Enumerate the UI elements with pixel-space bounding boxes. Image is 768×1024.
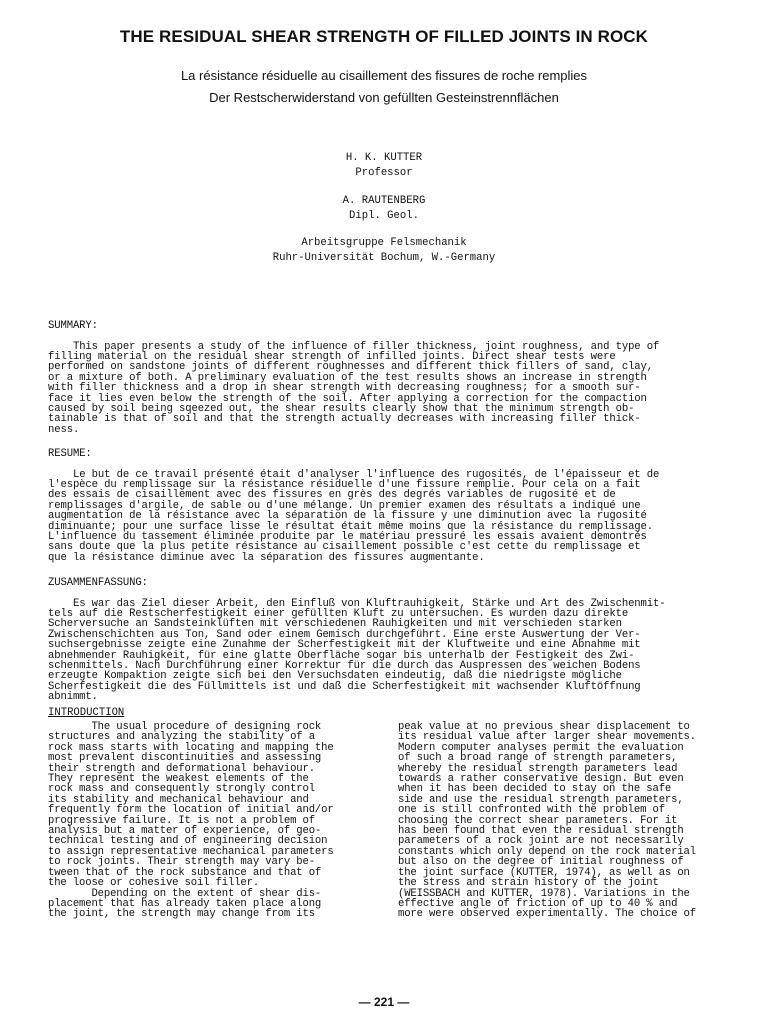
- resume-heading: RESUME:: [48, 447, 92, 460]
- summary-heading: SUMMARY:: [48, 319, 98, 332]
- page-number: — 221 —: [358, 995, 410, 1009]
- summary-section: [48, 300, 724, 446]
- author2-title: Dipl. Geol.: [349, 210, 419, 222]
- author1-title: Professor: [355, 167, 413, 179]
- affiliation-university: Ruhr-Universität Bochum, W.-Germany: [272, 252, 496, 264]
- summary-text: This paper presents a study of the influence of filler thickness, joint roughness, and type of filling material on the residual shear strength of infilled joints. Direct shear tests were performed on sandstone joints of different roughnesses and different thick fillers of sand, clay, or a mixture of both. A preliminary evaluation of the test results shows an increase in strength with filler thickness and a drop in shear strength with decreasing roughness; for a smooth sur- face it lies even below the strength of the soil. After applying a correction for the compaction caused by soil being sqeezed out, the shear results clearly show that the minimum strength ob- tainable is that of soil and that the strength actually decreases with increasing filler thick- ness.: [48, 340, 660, 436]
- zusammenfassung-heading: ZUSAMMENFASSUNG:: [48, 576, 148, 589]
- zusammenfassung-text: Es war das Ziel dieser Arbeit, den Einfluß von Kluftrauhigkeit, Stärke und Art des Zwischenmit- tels auf die Restscherfestigkeit einer gefüllten Kluft zu untersuchen. Es wurden dazu direkte Scherversuche an Sandsteinklüften mit verschiedenen Rauhigkeiten und mit verschieden starken Zwischenschichten aus Ton, Sand oder einem Gemisch durchgeführt. Eine erste Auswertung der Ver- suchsergebnisse zeigte eine Zunahme der Scherfestigkeit mit der Kluftweite und eine Abnahme mit abnehmender Rauhigkeit, für eine glatte Oberfläche sogar bis unterhalb der Festigkeit des Zwi- schenmittels. Nach Durchführung einer Korrektur für die durch das Auspressen des weichen Bodens erzeugte Kompaktion zeigte sich bei den Versuchsdaten eindeutig, daß die niedrigste mögliche Scherfestigkeit die des Füllmittels ist und daß die Scherfestigkeit mit wachsender Kluftöffnung abnimmt.: [48, 597, 666, 704]
- introduction-left-column: The usual procedure of designing rock structures and analyzing the stability of a rock mass starts with locating and mapping the most prevalent discontinuities and assessing their strength and deformational behaviour. They represent the weakest elements of the rock mass and consequently strongly control its stability and mechanical behaviour and frequently form the location of initial and/or progressive failure. It is not a problem of analysis but a matter of experience, of geo- technical testing and of engineering decision to assign representative mechanical parameters to rock joints. Their strength may vary be- tween that of the rock substance and that of the loose or cohesive soil filler. Depending on the extent of shear dis- placement that has already taken place along the joint, the strength may change from its: [48, 721, 334, 921]
- resume-section: [48, 428, 724, 574]
- zusammenfassung-section: [48, 557, 724, 713]
- resume-text: Le but de ce travail présenté était d'analyser l'influence des rugosités, de l'épaisseur et de l'espèce du remplissage sur la résistance résiduelle d'une fissure remplie. Pour cela on a fait des essais de cisaillement avec des fissures en grès des degrés variables de rugosité et de remplissages d'argile, de sable ou d'une mélange. Un premier examen des résultats a indiqué une augmentation de la résistance avec la séparation de la fissure y une diminution avec la rugosité diminuante; pour une surface lisse le résultat était même moins que la résistance du remplissage. L'influence du tassement éliminée produite par le matériau pressuré les essais avaient demontrés sans doute que la plus petite résistance au cisaillement possible c'est cette du remplissage et que la résistance diminue avec la séparation des fissures augmentante.: [48, 468, 660, 564]
- introduction-heading: INTRODUCTION: [48, 707, 125, 719]
- affiliation-group: Arbeitsgruppe Felsmechanik: [301, 237, 467, 249]
- paper-title: THE RESIDUAL SHEAR STRENGTH OF FILLED JOINTS IN ROCK: [119, 27, 649, 46]
- author1-name: H. K. KUTTER: [345, 152, 423, 164]
- subtitle-french: La résistance résiduelle au cisaillement des fissures de roche remplies: [180, 68, 588, 83]
- subtitle-german: Der Restscherwiderstand von gefüllten Gesteinstrennflächen: [209, 90, 559, 105]
- introduction-right-column: peak value at no previous shear displacement to its residual value after larger shear movements. Modern computer analyses permit the evaluation of such a broad range of strength parameters, whereby the residual strength parameters lead towards a rather conservative design. But even when it has been decided to stay on the safe side and use the residual strength parameters, one is still confronted with the problem of choosing the correct shear parameters. For it has been found that even the residual strength parameters of a rock joint are not necessarily constants which only depend on the rock material but also on the degree of initial roughness of the joint surface (KUTTER, 1974), as well as on the stress and strain history of the joint (WEISSBACH and KUTTER, 1978). Variations in the effective angle of friction of up to 40 % and more were observed experimentally. The choice of: [398, 721, 696, 921]
- author2-name: A. RAUTENBERG: [342, 195, 426, 207]
